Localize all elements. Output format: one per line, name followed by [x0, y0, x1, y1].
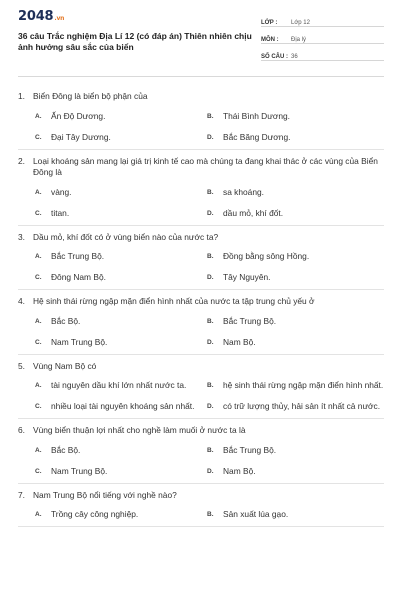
question-text: Nam Trung Bộ nổi tiếng với nghề nào?	[33, 489, 177, 500]
option-letter: A.	[35, 382, 42, 389]
meta-row	[261, 15, 384, 27]
option-letter: C.	[35, 133, 42, 141]
option-text: hệ sinh thái rừng ngập mặn điển hình nhất.	[223, 380, 384, 390]
answer-option[interactable]	[35, 445, 207, 456]
question-stem	[18, 490, 384, 502]
option-text: có trữ lượng thủy, hải sản ít nhất cả nước.	[223, 401, 381, 411]
option-letter: C.	[35, 338, 42, 346]
option-text: Bắc Trung Bộ.	[223, 444, 277, 455]
question-stem	[18, 232, 384, 244]
answer-option[interactable]	[207, 132, 384, 143]
option-text: Sản xuất lúa gạo.	[223, 509, 289, 519]
question-number: 2.	[18, 155, 25, 166]
site-logo[interactable]	[18, 10, 261, 26]
option-letter: B.	[207, 511, 214, 518]
option-text: Ấn Độ Dương.	[51, 110, 106, 121]
option-letter: C.	[35, 467, 42, 475]
option-letter: D.	[207, 403, 214, 410]
question-text: Vùng biển thuận lợi nhất cho nghề làm muối ở nước ta là	[33, 425, 246, 435]
option-text: titan.	[51, 207, 70, 218]
answer-option[interactable]	[207, 316, 384, 327]
question-item	[18, 484, 384, 528]
option-letter: D.	[207, 467, 214, 475]
question-text: Biển Đông là biển bộ phận của	[33, 91, 148, 101]
answer-option[interactable]	[207, 251, 384, 262]
meta-label: LỚP :	[261, 20, 278, 26]
answer-options	[18, 187, 384, 219]
option-letter: D.	[207, 209, 214, 217]
question-number: 4.	[18, 296, 25, 306]
option-letter: B.	[207, 446, 214, 454]
meta-row	[261, 32, 384, 44]
option-letter: A.	[35, 112, 42, 120]
option-letter: C.	[35, 209, 42, 217]
option-letter: B.	[207, 253, 214, 260]
option-text: vàng.	[51, 186, 72, 197]
question-stem	[18, 156, 384, 179]
question-item	[18, 355, 384, 420]
option-text: Trồng cây công nghiệp.	[51, 509, 139, 519]
option-text: Tây Nguyên.	[223, 272, 271, 282]
option-text: Đại Tây Dương.	[51, 131, 111, 142]
option-letter: C.	[35, 403, 42, 410]
option-text: Nam Bộ.	[223, 336, 256, 347]
option-text: Nam Trung Bộ.	[51, 465, 108, 476]
meta-label: SỐ CÂU :	[261, 54, 289, 60]
option-text: Nam Trung Bộ.	[51, 336, 108, 347]
answer-option[interactable]	[35, 132, 207, 143]
question-stem	[18, 91, 384, 103]
logo-tld: .vn	[54, 15, 65, 22]
answer-option[interactable]	[207, 509, 384, 520]
option-letter: B.	[207, 382, 214, 389]
meta-value: Lớp 12	[291, 20, 310, 26]
option-text: Thái Bình Dương.	[223, 110, 290, 121]
meta-row	[261, 49, 384, 61]
page-header	[18, 10, 384, 72]
answer-option[interactable]	[207, 187, 384, 198]
option-text: Bắc Bộ.	[51, 444, 81, 455]
answer-option[interactable]	[207, 111, 384, 122]
answer-option[interactable]	[35, 187, 207, 198]
question-list	[18, 85, 384, 527]
option-text: sa khoáng.	[223, 186, 264, 197]
option-letter: C.	[35, 274, 42, 281]
answer-option[interactable]	[207, 401, 384, 412]
question-stem	[18, 425, 384, 437]
answer-options	[18, 111, 384, 143]
meta-value: 36	[291, 54, 298, 60]
meta-label: MÔN :	[261, 37, 279, 43]
question-text: Loại khoáng sản mang lại giá trị kinh tế cao mà chúng ta đang khai thác ở các vùng của Biển Đông là	[33, 155, 378, 177]
option-letter: B.	[207, 112, 214, 120]
answer-option[interactable]	[35, 208, 207, 219]
answer-option[interactable]	[35, 316, 207, 327]
document-title: 36 câu Trắc nghiệm Địa Lí 12 (có đáp án) Thiên nhiên chịu ảnh hưởng sâu sắc của biển	[18, 31, 252, 52]
answer-option[interactable]	[35, 251, 207, 262]
option-text: Nam Bộ.	[223, 465, 256, 476]
answer-option[interactable]	[207, 380, 384, 391]
answer-options	[18, 509, 384, 520]
option-letter: A.	[35, 446, 42, 454]
option-letter: A.	[35, 253, 42, 260]
question-item	[18, 150, 384, 226]
option-text: Đông Nam Bộ.	[51, 272, 106, 282]
option-text: nhiều loại tài nguyên khoáng sản nhất.	[51, 401, 195, 411]
answer-option[interactable]	[35, 111, 207, 122]
question-text: Dầu mỏ, khí đốt có ở vùng biển nào của nước ta?	[33, 231, 219, 242]
answer-option[interactable]	[35, 466, 207, 477]
answer-options	[18, 380, 384, 412]
question-text: Hệ sinh thái rừng ngập mặn điển hình nhất của nước ta tập trung chủ yếu ở	[33, 296, 315, 306]
question-text: Vùng Nam Bộ có	[33, 360, 97, 371]
document-meta	[261, 10, 384, 72]
option-letter: B.	[207, 188, 214, 196]
question-item	[18, 290, 384, 355]
option-text: Bắc Trung Bộ.	[51, 251, 105, 261]
question-number: 5.	[18, 360, 25, 371]
question-number: 1.	[18, 91, 25, 101]
question-item	[18, 85, 384, 150]
answer-options	[18, 251, 384, 283]
answer-option[interactable]	[35, 272, 207, 283]
meta-value: Địa lý	[291, 37, 307, 43]
answer-option[interactable]	[35, 337, 207, 348]
option-text: Bắc Bộ.	[51, 315, 81, 326]
answer-option[interactable]	[207, 445, 384, 456]
logo-main: 2048	[18, 9, 54, 24]
header-divider	[18, 76, 384, 77]
option-letter: D.	[207, 338, 214, 346]
option-text: Bắc Băng Dương.	[223, 131, 291, 142]
option-text: dầu mỏ, khí đốt.	[223, 207, 284, 218]
answer-option[interactable]	[35, 509, 207, 520]
option-text: Bắc Trung Bộ.	[223, 315, 277, 326]
question-item	[18, 226, 384, 291]
option-text: Đồng bằng sông Hồng.	[223, 251, 310, 261]
answer-option[interactable]	[35, 380, 207, 391]
answer-option[interactable]	[207, 208, 384, 219]
header-left	[18, 10, 261, 72]
option-letter: D.	[207, 133, 214, 141]
answer-option[interactable]	[207, 337, 384, 348]
answer-option[interactable]	[207, 466, 384, 477]
option-letter: A.	[35, 317, 42, 325]
option-letter: B.	[207, 317, 214, 325]
answer-options	[18, 445, 384, 477]
answer-option[interactable]	[207, 272, 384, 283]
question-number: 7.	[18, 489, 25, 500]
answer-options	[18, 316, 384, 348]
question-stem	[18, 296, 384, 308]
question-item	[18, 419, 384, 484]
option-letter: A.	[35, 188, 42, 196]
question-number: 3.	[18, 231, 25, 242]
option-letter: A.	[35, 511, 42, 518]
question-stem	[18, 361, 384, 373]
option-text: tài nguyên dầu khí lớn nhất nước ta.	[51, 380, 187, 390]
answer-option[interactable]	[35, 401, 207, 412]
option-letter: D.	[207, 274, 214, 281]
question-number: 6.	[18, 425, 25, 435]
